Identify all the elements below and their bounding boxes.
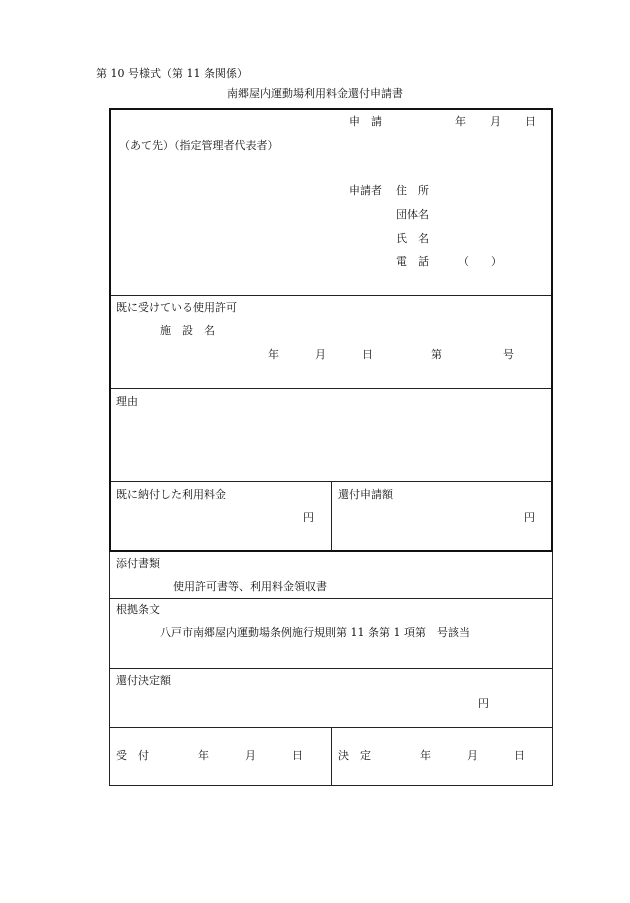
reason-label: 理由: [116, 395, 138, 408]
divider: [111, 295, 551, 296]
permit-month: 月: [315, 348, 326, 361]
page-title: 南郷屋内運動場利用料金還付申請書: [227, 87, 403, 100]
application-day: 日: [525, 115, 536, 128]
decision-label: 決 定: [338, 749, 371, 762]
refund-decision-yen: 円: [478, 697, 489, 710]
refund-decision-label: 還付決定額: [116, 674, 171, 687]
attachments-value: 使用許可書等、利用料金領収書: [173, 580, 327, 593]
reception-label: 受 付: [116, 749, 149, 762]
attachments-label: 添付書類: [116, 557, 160, 570]
divider: [331, 727, 332, 785]
application-label: 申 請: [349, 115, 382, 128]
decision-day: 日: [514, 749, 525, 762]
legal-basis-label: 根拠条文: [116, 603, 160, 616]
divider: [331, 482, 332, 550]
form-number: 第 10 号様式（第 11 条関係）: [96, 67, 248, 80]
addressee: （あて先）（指定管理者代表者）: [119, 139, 279, 152]
reception-day: 日: [292, 749, 303, 762]
group-name-label: 団体名: [396, 208, 429, 221]
divider: [552, 552, 553, 786]
paid-fee-label: 既に納付した利用料金: [116, 488, 226, 501]
name-label: 氏 名: [396, 232, 429, 245]
divider: [109, 598, 553, 599]
decision-year: 年: [420, 749, 431, 762]
decision-month: 月: [467, 749, 478, 762]
refund-request-label: 還付申請額: [338, 488, 393, 501]
permit-day: 日: [362, 348, 373, 361]
legal-basis-value: 八戸市南郷屋内運動場条例施行規則第 11 条第 1 項第 号該当: [160, 626, 470, 639]
permit-number-suffix: 号: [503, 348, 514, 361]
phone-label: 電 話: [396, 255, 429, 268]
phone-parens: （ ）: [458, 255, 502, 268]
divider: [111, 388, 551, 389]
divider: [109, 668, 553, 669]
address-label: 住 所: [396, 184, 429, 197]
permit-label: 既に受けている使用許可: [116, 301, 237, 314]
facility-name-label: 施 設 名: [160, 324, 215, 337]
applicant-label: 申請者: [349, 184, 382, 197]
application-month: 月: [490, 115, 501, 128]
permit-year: 年: [268, 348, 279, 361]
permit-number-prefix: 第: [431, 348, 442, 361]
application-year: 年: [455, 115, 466, 128]
reception-month: 月: [245, 749, 256, 762]
refund-request-yen: 円: [524, 511, 535, 524]
divider: [109, 785, 553, 786]
divider: [109, 552, 110, 786]
paid-fee-yen: 円: [303, 511, 314, 524]
reception-year: 年: [198, 749, 209, 762]
